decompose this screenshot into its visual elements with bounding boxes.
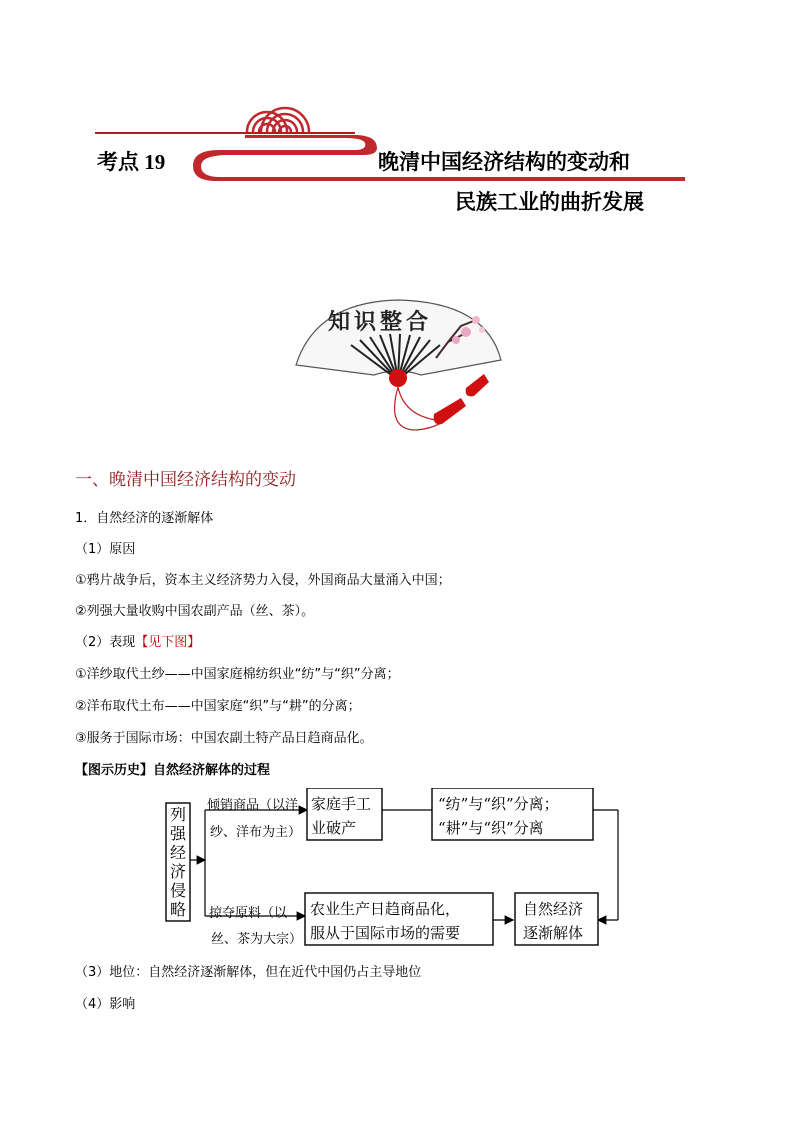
cause-1: ①鸦片战争后，资本主义经济势力入侵，外国商品大量涌入中国； — [75, 573, 451, 588]
left-box-char: 略 — [169, 900, 186, 919]
subheading-status: （3）地位：自然经济逐渐解体，但在近代中国仍占主导地位 — [75, 965, 422, 980]
box-agri-line1: 农业生产日趋商品化， — [310, 900, 461, 918]
cause-2: ②列强大量收购中国农副产品（丝、茶）。 — [75, 604, 315, 619]
lower-arrow-label-2: 丝、茶为大宗） — [211, 932, 303, 947]
subheading-influence: （4）影响 — [75, 997, 136, 1012]
box-handicraft-bankrupt — [307, 788, 382, 840]
box-separation-line2: “耕”与“织”分离 — [438, 819, 544, 837]
figure-caption-prefix: 【图示历史】 — [75, 763, 154, 778]
subheading-manifestation — [75, 631, 200, 650]
manifestation-1: ①洋纱取代土纱——中国家庭棉纺织业“纺”与“织”分离； — [75, 667, 400, 682]
subheading-manifestation-text: （2）表现 — [75, 635, 136, 650]
manifestation-2: ②洋布取代土布——中国家庭“织”与“耕”的分离； — [75, 699, 361, 714]
figure-caption-title: 自然经济解体的过程 — [153, 763, 271, 778]
item-title: 1．自然经济的逐渐解体 — [75, 511, 214, 526]
left-box-char: 经 — [169, 843, 186, 862]
figure-caption — [75, 759, 270, 778]
flowchart — [160, 788, 630, 953]
box-separation-line1: “纺”与“织”分离； — [438, 795, 559, 813]
lower-arrow-label-1: 掠夺原料（以 — [209, 906, 288, 921]
box-natural-economy-disintegration — [515, 893, 598, 945]
box-result-line1: 自然经济 — [523, 900, 584, 918]
see-figure-ref: 【见下图】 — [135, 635, 201, 650]
box-handicraft-line2: 业破产 — [311, 819, 357, 837]
subheading-cause: （1）原因 — [75, 542, 136, 557]
box-result-line2: 逐渐解体 — [523, 924, 584, 942]
knowledge-banner-text: 知识整合 — [328, 309, 433, 335]
left-box-char: 列 — [169, 805, 186, 824]
left-box-aggression — [166, 803, 190, 921]
box-separation — [432, 788, 593, 840]
manifestation-3: ③服务于国际市场：中国农副土特产品日趋商品化。 — [75, 731, 373, 746]
left-box-char: 侵 — [169, 881, 186, 900]
page-title-line1: 晚清中国经济结构的变动和 — [378, 150, 630, 174]
topic-number: 考点 19 — [97, 150, 166, 174]
box-agri-line2: 服从于国际市场的需要 — [310, 924, 461, 942]
upper-arrow-label-2: 纱、洋布为主） — [210, 825, 302, 840]
box-handicraft-line1: 家庭手工 — [311, 795, 372, 813]
upper-arrow-label-1: 倾销商品（以洋 — [207, 798, 299, 813]
section-heading: 一、晚清中国经济结构的变动 — [75, 470, 296, 490]
page-title-line2: 民族工业的曲折发展 — [455, 190, 644, 214]
left-box-char: 济 — [169, 862, 186, 881]
box-agri-commercialization — [305, 893, 493, 945]
left-box-char: 强 — [169, 824, 186, 843]
